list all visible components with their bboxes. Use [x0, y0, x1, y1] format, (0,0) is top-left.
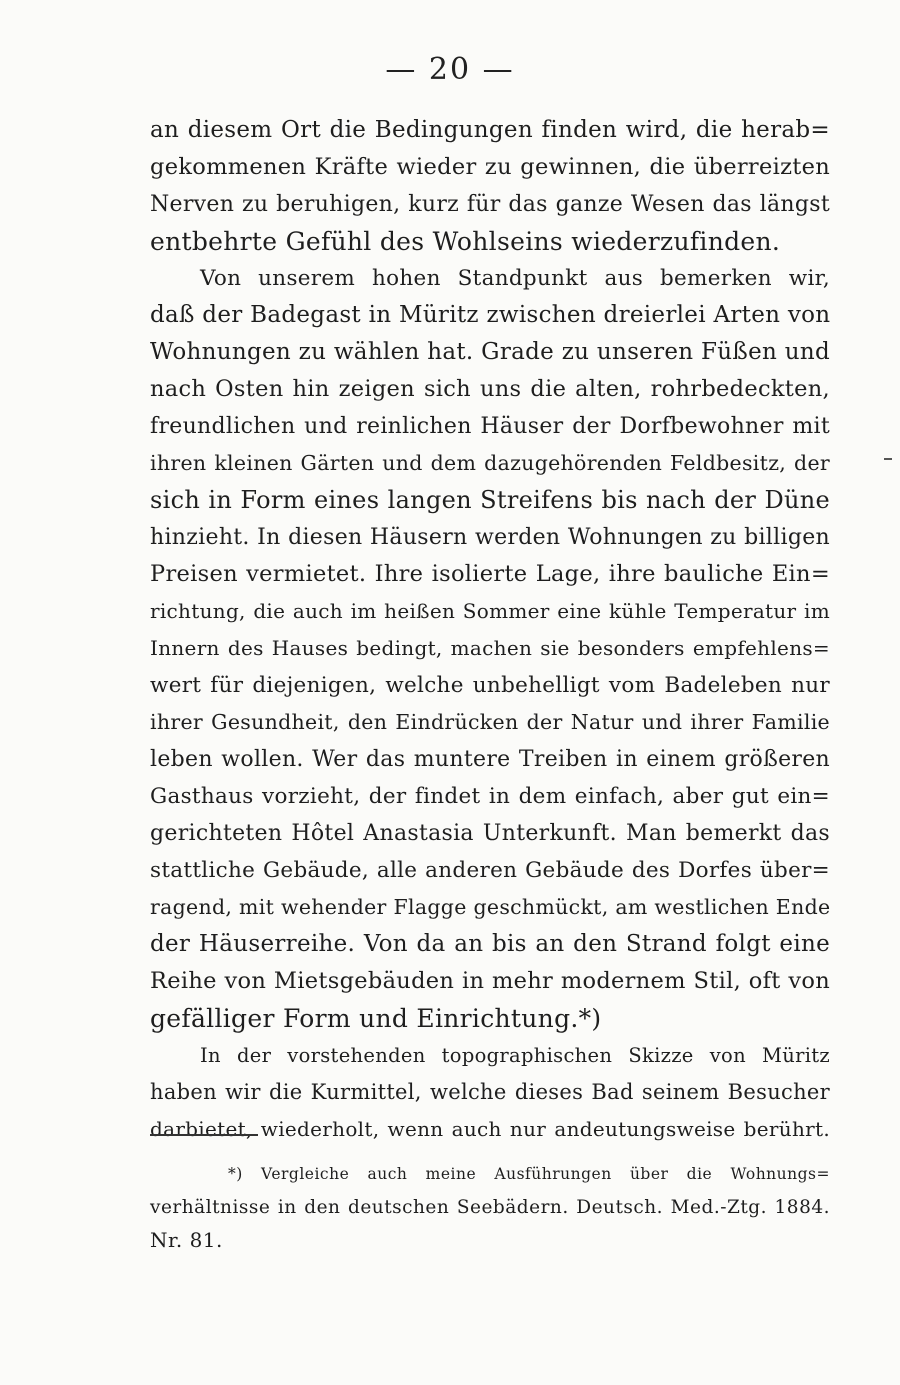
text-line: freundlichen und reinlichen Häuser der Dorfbewohner mit	[150, 414, 830, 439]
text-line: hinzieht. In diesen Häusern werden Wohnungen zu billigen	[150, 525, 830, 550]
text-line: haben wir die Kurmittel, welche dieses Bad seinem Besucher	[150, 1080, 830, 1104]
text-line: darbietet, wiederholt, wenn auch nur andeutungsweise berührt.	[150, 1117, 830, 1141]
text-line: an diesem Ort die Bedingungen finden wird, die herab=	[150, 117, 830, 143]
text-line: nach Osten hin zeigen sich uns die alten, rohrbedeckten,	[150, 376, 830, 402]
text-line: der Häuserreihe. Von da an bis an den Strand folgt eine	[150, 931, 830, 957]
footnote-line: Nr. 81.	[150, 1228, 223, 1252]
text-line: daß der Badegast in Müritz zwischen dreierlei Arten von	[150, 302, 831, 328]
text-line: ihrer Gesundheit, den Eindrücken der Natur und ihrer Familie	[150, 710, 830, 734]
footnote	[150, 1158, 830, 1257]
text-line: Innern des Hauses bedingt, machen sie besonders empfehlens=	[150, 636, 830, 660]
text-line: gefälliger Form und Einrichtung.*)	[150, 1004, 602, 1033]
text-line: gerichteten Hôtel Anastasia Unterkunft. Man bemerkt das	[150, 821, 830, 846]
text-line: sich in Form eines langen Streifens bis nach der Düne	[150, 486, 830, 514]
footnote-divider	[150, 1134, 258, 1136]
text-line: Von unserem hohen Standpunkt aus bemerken wir,	[200, 266, 830, 291]
body-text	[150, 112, 830, 1148]
text-line: Preisen vermietet. Ihre isolierte Lage, ihre bauliche Ein=	[150, 561, 830, 587]
footnote-line: *) Vergleiche auch meine Ausführungen über die Wohnungs=	[228, 1165, 830, 1183]
margin-mark	[884, 458, 892, 460]
page-number: — 20 —	[385, 52, 515, 87]
text-line: Gasthaus vorzieht, der findet in dem einfach, aber gut ein=	[150, 784, 830, 809]
text-line: leben wollen. Wer das muntere Treiben in einem größeren	[150, 747, 830, 772]
text-line: Reihe von Mietsgebäuden in mehr modernem Stil, oft von	[150, 968, 830, 994]
text-line: ragend, mit wehender Flagge geschmückt, am westlichen Ende	[150, 895, 831, 919]
text-line: entbehrte Gefühl des Wohlseins wiederzufinden.	[150, 227, 781, 256]
text-line: ihren kleinen Gärten und dem dazugehörenden Feldbesitz, der	[150, 451, 830, 475]
text-line: Nerven zu beruhigen, kurz für das ganze Wesen das längst	[150, 192, 830, 217]
text-line: richtung, die auch im heißen Sommer eine kühle Temperatur im	[150, 599, 830, 623]
text-line: stattliche Gebäude, alle anderen Gebäude des Dorfes über=	[150, 858, 830, 883]
footnote-line: verhältnisse in den deutschen Seebädern. Deutsch. Med.-Ztg. 1884.	[150, 1197, 830, 1218]
text-line: Wohnungen zu wählen hat. Grade zu unseren Füßen und	[150, 339, 830, 365]
text-line: In der vorstehenden topographischen Skizze von Müritz	[200, 1044, 830, 1067]
text-line: wert für diejenigen, welche unbehelligt vom Badeleben nur	[150, 673, 830, 698]
text-line: gekommenen Kräfte wieder zu gewinnen, die überreizten	[150, 154, 830, 180]
